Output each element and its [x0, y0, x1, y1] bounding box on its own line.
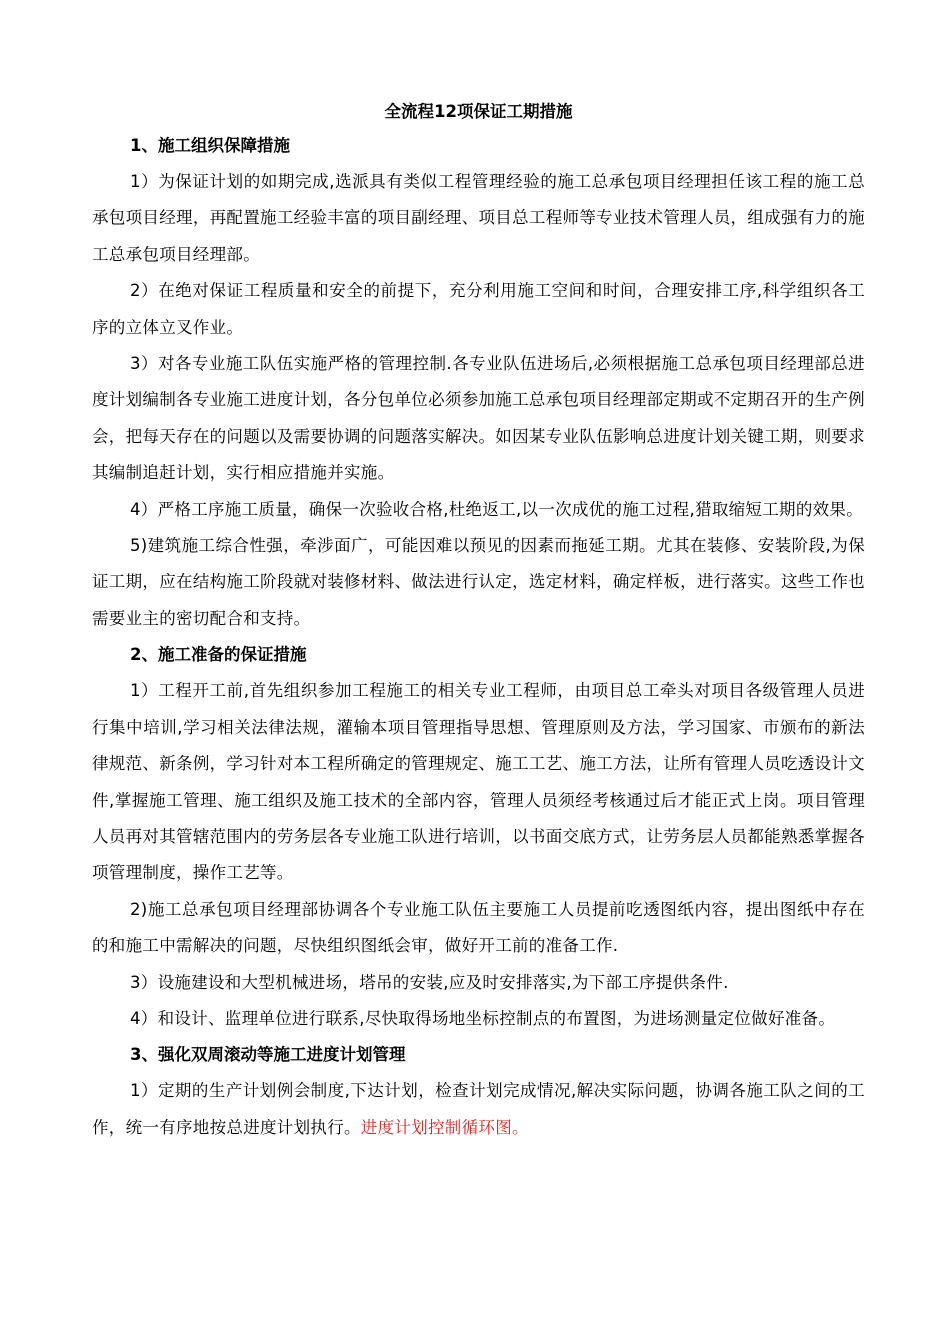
section-1-paragraph-5: 5)建筑施工综合性强，牵涉面广，可能因难以预见的因素而拖延工期。尤其在装修、安装阶段,为保证工期，应在结构施工阶段就对装修材料、做法进行认定，选定材料，确定样板，进行落实。这些工作也需要业主的密切配合和支持。 [92, 536, 865, 628]
document-page [92, 96, 865, 1146]
section-2-paragraph-4: 4）和设计、监理单位进行联系,尽快取得场地坐标控制点的布置图，为进场测量定位做好准备。 [130, 1008, 836, 1028]
section-2-paragraph-3: 3）设施建设和大型机械进场，塔吊的安装,应及时安排落实,为下部工序提供条件. [130, 972, 729, 992]
section-1-paragraph-2: 2）在绝对保证工程质量和安全的前提下，充分利用施工空间和时间，合理安排工序,科学组织各工序的立体立叉作业。 [92, 281, 865, 337]
section-3-paragraph-1 [92, 1073, 865, 1146]
section-3-heading: 3、强化双周滚动等施工进度计划管理 [130, 1045, 406, 1065]
section-1-paragraph-1: 1）为保证计划的如期完成,选派具有类似工程管理经验的施工总承包项目经理担任该工程的施工总承包项目经理，再配置施工经验丰富的项目副经理、项目总工程师等专业技术管理人员，组成强有力的施工总承包项目经理部。 [92, 172, 865, 264]
section-2-paragraph-2: 2)施工总承包项目经理部协调各个专业施工队伍主要施工人员提前吃透图纸内容，提出图纸中存在的和施工中需解决的问题，尽快组织图纸会审，做好开工前的准备工作. [92, 899, 865, 956]
section-1-paragraph-3: 3）对各专业施工队伍实施严格的管理控制.各专业队伍进场后,必须根据施工总承包项目经理部总进度计划编制各专业施工进度计划，各分包单位必须参加施工总承包项目经理部定期或不定期召开的生产例会，把每天存在的问题以及需要协调的问题落实解决。如因某专业队伍影响总进度计划关键工期，则要求其编制追赶计划，实行相应措施并实施。 [92, 354, 865, 483]
section-3-paragraph-1-text: 1）定期的生产计划例会制度,下达计划，检查计划完成情况,解决实际问题，协调各施工队之间的工作，统一有序地按总进度计划执行。 [92, 1081, 865, 1137]
section-2-heading: 2、施工准备的保证措施 [130, 645, 307, 665]
section-1-heading: 1、施工组织保障措施 [130, 136, 290, 155]
section-2-paragraph-1: 1）工程开工前,首先组织参加工程施工的相关专业工程师，由项目总工牵头对项目各级管理人员进行集中培训,学习相关法律法规，灌输本项目管理指导思想、管理原则及方法，学习国家、市颁布的新法律规范、新条例，学习针对本工程所确定的管理规定、施工工艺、施工方法，让所有管理人员吃透设计文件,掌握施工管理、施工组织及施工技术的全部内容，管理人员须经考核通过后才能正式上岗。项目管理人员再对其管辖范围内的劳务层各专业施工队进行培训，以书面交底方式，让劳务层人员都能熟悉掌握各项管理制度，操作工艺等。 [92, 681, 865, 883]
highlight-link-text: 进度计划控制循环图。 [360, 1117, 529, 1137]
document-title: 全流程12项保证工期措施 [384, 102, 573, 121]
section-1-paragraph-4: 4）严格工序施工质量，确保一次验收合格,杜绝返工,以一次成优的施工过程,猎取缩短工期的效果。 [130, 499, 864, 519]
